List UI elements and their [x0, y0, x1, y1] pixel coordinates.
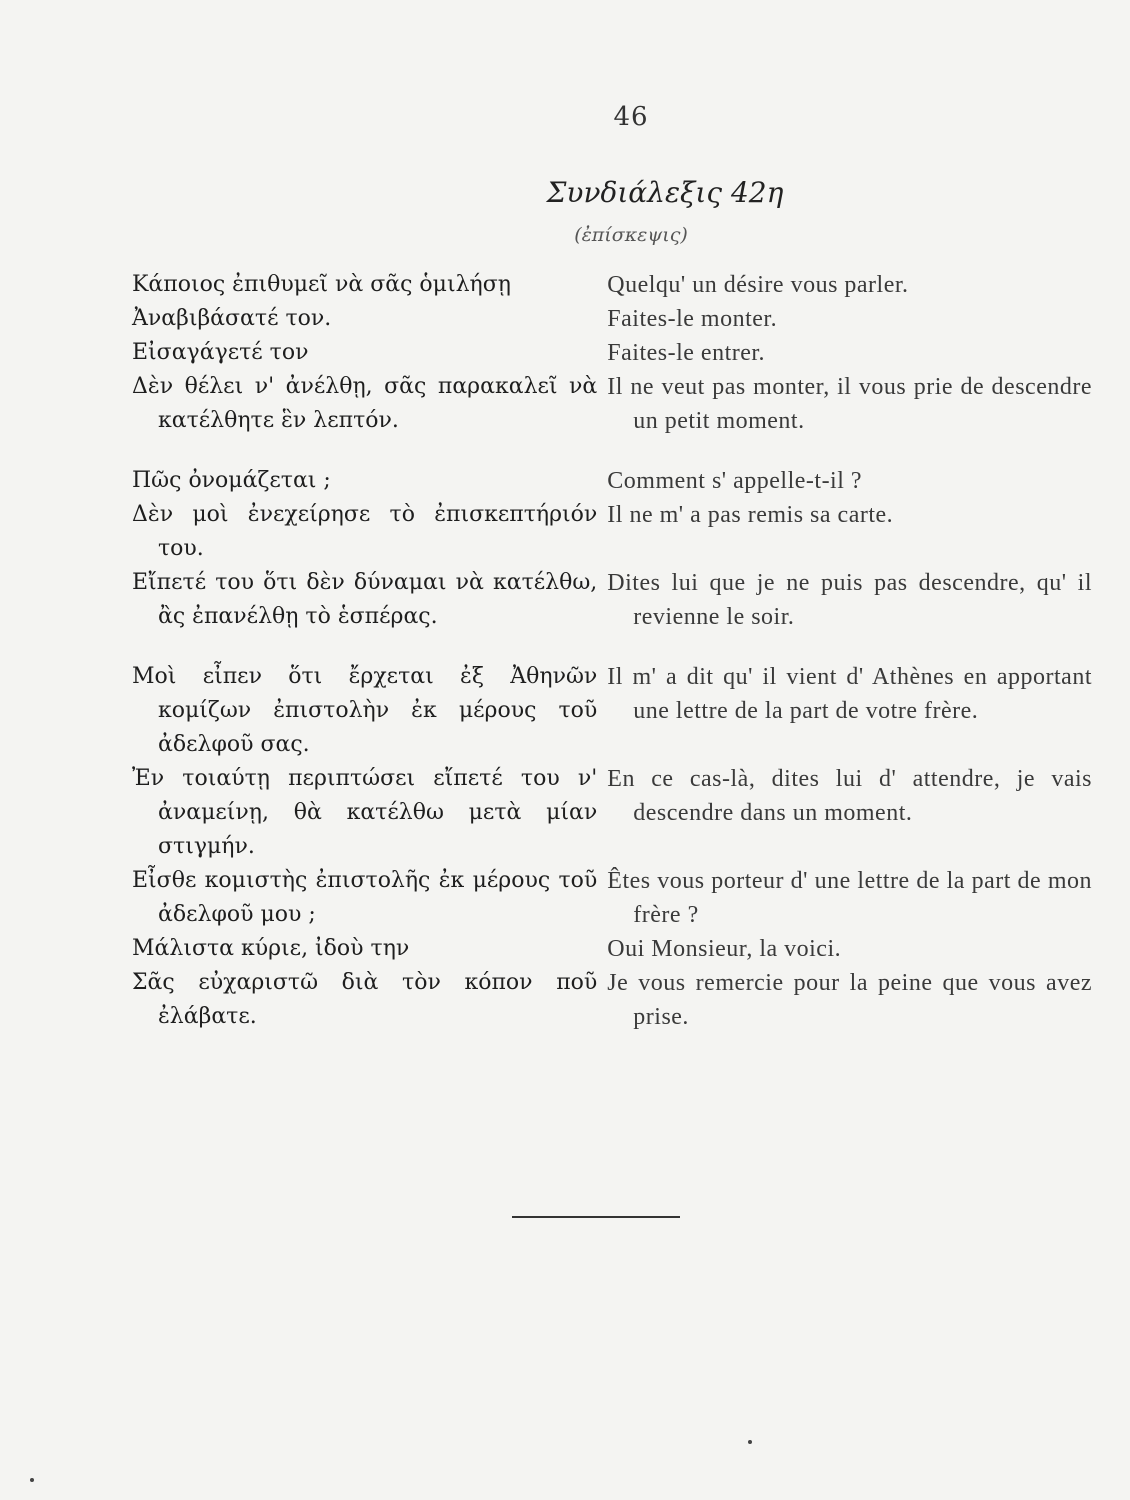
lesson-subtitle: (ἐπίσκεψις) — [574, 224, 688, 246]
greek-line: Εἶσθε κομιστὴς ἐπιστολῆς ἐκ μέρους τοῦ ἀδελφοῦ μου ; — [132, 868, 598, 927]
ink-speck — [748, 1440, 752, 1444]
greek-line: Πῶς ὀνομάζεται ; — [132, 468, 331, 493]
french-line: Je vous remercie pour la peine que vous avez prise. — [607, 970, 1092, 1030]
french-line: Il ne veut pas monter, il vous prie de descendre un petit moment. — [607, 374, 1092, 434]
dialogue-row — [132, 370, 1092, 438]
french-line: Faites-le entrer. — [607, 340, 766, 366]
greek-line: Δὲν θέλει ν' ἀνέλθῃ, σᾶς παρακαλεῖ νὰ κατέλθητε ἓν λεπτόν. — [132, 374, 598, 433]
dialogue-row — [132, 932, 1092, 966]
dialogue-row — [132, 336, 1092, 370]
dialogue-table — [132, 268, 1092, 1034]
french-line: Il ne m' a pas remis sa carte. — [607, 502, 894, 528]
greek-line: Εἴπετέ του ὅτι δὲν δύναμαι νὰ κατέλθω, ἂς ἐπανέλθῃ τὸ ἑσπέρας. — [132, 570, 598, 629]
greek-line: Εἰσαγάγετέ τον — [132, 340, 309, 365]
greek-line: Σᾶς εὐχαριστῶ διὰ τὸν κόπον ποῦ ἐλάβατε. — [132, 970, 598, 1029]
greek-line: Μάλιστα κύριε, ἰδοὺ την — [132, 936, 410, 961]
french-line: Comment s' appelle-t-il ? — [607, 468, 863, 494]
french-line: Dites lui que je ne puis pas descendre, qu' il revienne le soir. — [607, 570, 1092, 630]
french-line: Oui Monsieur, la voici. — [607, 936, 842, 962]
greek-line: Μοὶ εἶπεν ὅτι ἔρχεται ἐξ Ἀθηνῶν κομίζων ἐπιστολὴν ἐκ μέρους τοῦ ἀδελφοῦ σας. — [132, 664, 598, 757]
french-line: Êtes vous porteur d' une lettre de la part de mon frère ? — [607, 868, 1092, 928]
greek-line: Ἀναβιβάσατέ τον. — [132, 306, 332, 331]
dialogue-row — [132, 762, 1092, 864]
french-line: En ce cas-là, dites lui d' attendre, je vais descendre dans un moment. — [607, 766, 1092, 826]
lesson-title: Συνδιάλεξις 42η — [546, 176, 784, 209]
page-number: 46 — [613, 102, 649, 132]
dialogue-row — [132, 268, 1092, 302]
greek-line: Κάποιος ἐπιθυμεῖ νὰ σᾶς ὁμιλήσῃ — [132, 272, 511, 297]
end-rule — [512, 1216, 680, 1218]
dialogue-row — [132, 864, 1092, 932]
dialogue-row — [132, 498, 1092, 566]
dialogue-row — [132, 966, 1092, 1034]
french-line: Il m' a dit qu' il vient d' Athènes en apportant une lettre de la part de votre frère. — [607, 664, 1092, 724]
greek-line: Ἐν τοιαύτῃ περιπτώσει εἴπετέ του ν' ἀναμείνῃ, θὰ κατέλθω μετὰ μίαν στιγμήν. — [132, 766, 598, 859]
ink-speck — [30, 1478, 34, 1482]
dialogue-row — [132, 566, 1092, 634]
french-line: Quelqu' un désire vous parler. — [607, 272, 909, 298]
french-line: Faites-le monter. — [607, 306, 778, 332]
greek-line: Δὲν μοὶ ἐνεχείρησε τὸ ἐπισκεπτήριόν του. — [132, 502, 598, 561]
dialogue-row — [132, 464, 1092, 498]
dialogue-row — [132, 660, 1092, 762]
dialogue-row — [132, 302, 1092, 336]
